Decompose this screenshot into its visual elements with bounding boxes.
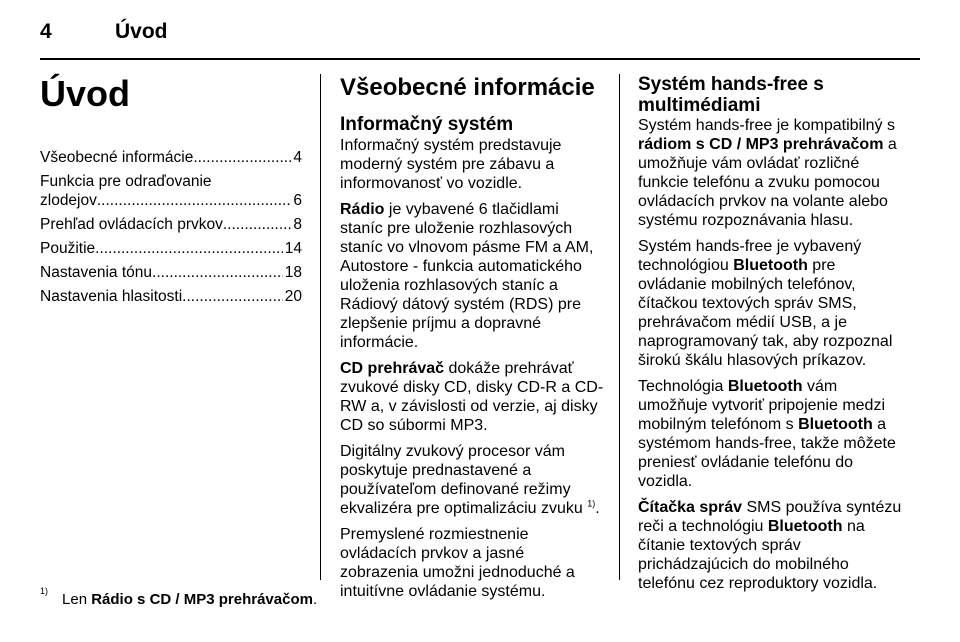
toc-entry-page: 4 bbox=[293, 149, 302, 166]
column-toc bbox=[40, 74, 302, 311]
toc-dot-leader bbox=[223, 215, 292, 234]
column-divider bbox=[320, 74, 321, 580]
paragraph: Premyslené rozmiestnenie ovládacích prvkov a jasné zobrazenia umožni jednoduché a intuitívne ovládanie systému. bbox=[340, 526, 575, 600]
section-title: Všeobecné informácie bbox=[340, 74, 595, 101]
toc-entry-page: 20 bbox=[284, 288, 302, 305]
footnote-reference[interactable]: 1) bbox=[587, 498, 596, 509]
toc-dot-leader bbox=[95, 239, 283, 258]
term: Bluetooth bbox=[798, 416, 873, 433]
paragraph: Systém hands-free je kompatibilný s rádiom s CD / MP3 prehrávačom a umožňuje vám ovládať rozličné funkcie telefónu a zvuku pomocou ovládacích prvkov na volante alebo systému rozpoznávania hlasu. bbox=[638, 117, 897, 229]
term: Čítačka správ bbox=[638, 499, 743, 516]
term: CD prehrávač bbox=[340, 360, 445, 377]
toc-entry-page: 8 bbox=[293, 216, 302, 233]
column-hands-free bbox=[638, 74, 904, 600]
toc-entry-page: 14 bbox=[284, 240, 302, 257]
term: Bluetooth bbox=[767, 518, 843, 535]
page-number: 4 bbox=[40, 20, 52, 43]
footnote: $^{1)}$ Len Rádio s CD / MP3 prehrávačom. bbox=[40, 586, 318, 608]
column-divider bbox=[619, 74, 620, 580]
toc-entry-line bbox=[40, 191, 302, 210]
paragraph: Rádio je vybavené 6 tlačidlami staníc pre uloženie rozhlasových staníc vo vlnovom pásme FM a AM, Autostore - funkcia automatického uloženia rozhlasových staníc a Rádiový dátový systém (RDS) pre zlepšenie príjmu a dopravné informácie. bbox=[340, 201, 594, 351]
paragraph: Informačný systém predstavuje moderný systém pre zábavu a informovanosť vo vozidle. bbox=[340, 137, 562, 192]
toc-entry[interactable] bbox=[40, 215, 302, 234]
toc-entry-label: Všeobecné informácie bbox=[40, 149, 194, 166]
term: Rádio bbox=[340, 201, 385, 218]
toc-entry-label: Funkcia pre odraďovanie bbox=[40, 173, 212, 190]
term: Bluetooth bbox=[727, 378, 803, 395]
toc-entry[interactable] bbox=[40, 263, 302, 282]
paragraph: Systém hands-free je vybavený technológiou Bluetooth pre ovládanie mobilných telefónov, čítačkou textových správ SMS, prehrávačom médií USB, a je naprogramovaný tak, aby rozpoznal širokú škálu hlasových príkazov. bbox=[638, 238, 893, 369]
toc-entry-label: Použitie bbox=[40, 240, 96, 257]
chapter-title: Úvod bbox=[40, 73, 130, 114]
toc-entry-label-cont: zlodejov bbox=[40, 192, 97, 209]
running-header-title: Úvod bbox=[115, 20, 168, 43]
paragraph: Digitálny zvukový procesor vám poskytuje prednastavené a používateľom definované režimy ekvalizéra pre optimalizáciu zvuku $^{1)}$. bbox=[340, 443, 600, 517]
toc-entry[interactable] bbox=[40, 287, 302, 306]
paragraph: Technológia Bluetooth vám umožňuje vytvoriť pripojenie medzi mobilným telefónom s Bluetooth a systémom hands-free, takže môžete preniesť ovládanie telefónu do vozidla. bbox=[638, 378, 896, 490]
toc-dot-leader bbox=[97, 191, 292, 210]
toc-entry-label: Nastavenia tónu bbox=[40, 264, 153, 281]
paragraph: CD prehrávač dokáže prehrávať zvukové disky CD, disky CD-R a CD-RW a, v závislosti od verzie, aj disky CD so súbormi MP3. bbox=[340, 360, 604, 434]
footnote-mark: 1) bbox=[40, 586, 49, 596]
section-title: Systém hands-free s bbox=[638, 74, 824, 95]
toc-entry-label: Nastavenia hlasitosti bbox=[40, 288, 183, 305]
toc-entry[interactable] bbox=[40, 239, 302, 258]
page-header bbox=[40, 20, 920, 46]
toc-entry-label: Prehľad ovládacích prvkov bbox=[40, 216, 223, 233]
toc-dot-leader bbox=[182, 287, 283, 306]
footnote-term: Rádio s CD / MP3 prehrávačom bbox=[91, 591, 313, 608]
toc-entry-page: 6 bbox=[293, 192, 302, 209]
toc-entry-page: 18 bbox=[284, 264, 302, 281]
toc-entry[interactable] bbox=[40, 148, 302, 167]
term: rádiom s CD / MP3 prehrávačom bbox=[638, 136, 884, 153]
toc-dot-leader bbox=[193, 148, 291, 167]
term: Bluetooth bbox=[733, 257, 808, 274]
section-title-cont: multimédiami bbox=[638, 95, 761, 116]
subsection-title: Informačný systém bbox=[340, 114, 514, 135]
toc-entry[interactable] bbox=[40, 172, 302, 210]
toc-dot-leader bbox=[152, 263, 283, 282]
column-general-info bbox=[340, 74, 604, 608]
header-rule bbox=[40, 58, 920, 60]
paragraph: Čítačka správ SMS používa syntézu reči a technológiu Bluetooth na čítanie textových správ prichádzajúcich do mobilného telefónu cez reproduktory vozidla. bbox=[638, 499, 902, 592]
